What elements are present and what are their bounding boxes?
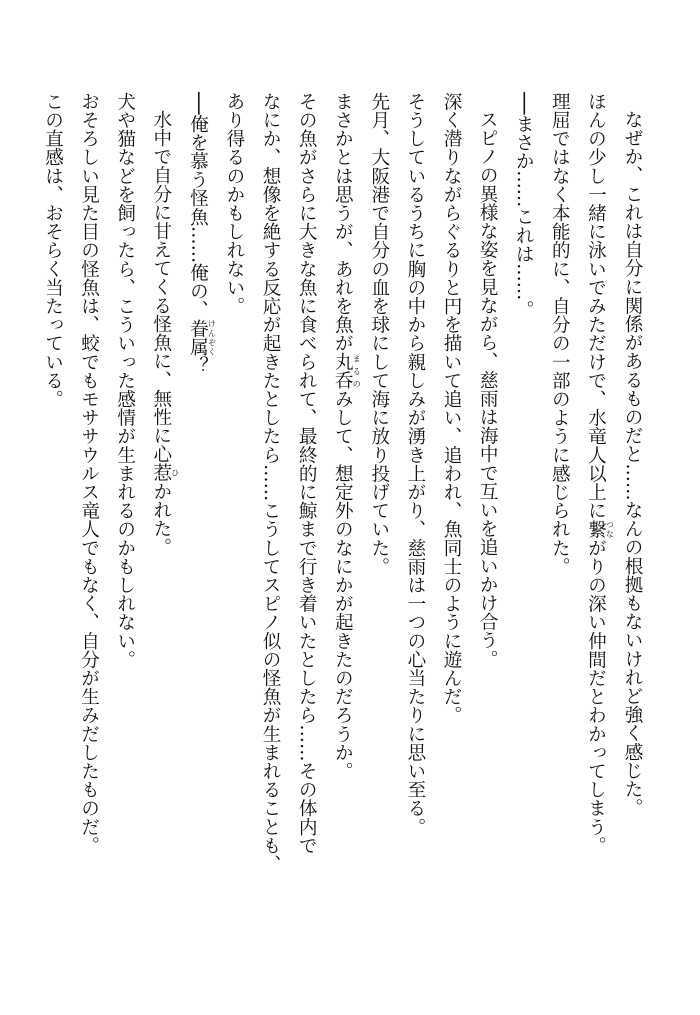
ruby-tsuna-reading: つな	[605, 519, 615, 539]
vertical-text-body	[34, 92, 650, 972]
text-line-9	[324, 92, 361, 972]
text-line-16: おそろしい見た目の怪魚は、蛟でもモササウルス竜人でもなく、自分が生みだしたものだ。	[78, 92, 100, 855]
text-line-2-part: ほんの少し一緒に泳いでみただけで、水竜人以上に	[585, 92, 607, 520]
text-line-12: あり得るのかもしれない。	[223, 92, 245, 316]
text-line-13	[179, 92, 216, 972]
text-line-8: 先月、大阪港で自分の血を球にして海に放り投げていた。	[368, 92, 390, 576]
text-line-10: その魚がさらに大きな魚に食べられて、最終的に鯨まで行き着いたとしたら……その体内で	[296, 92, 318, 855]
text-line-6: 深く潜りながらぐるりと円を描いて追い、追われ、魚同士のように遊んだ。	[441, 92, 463, 725]
text-line-11: なにか、想像を絶する反応が起きたとしたら……こうしてスピノ似の怪魚が生まれることも、	[260, 92, 282, 874]
text-line-5: スピノの異様な姿を見ながら、慈雨は海中で互いを追いかけ合う。	[477, 110, 499, 668]
text-line-13-part: ──俺を慕う怪魚……俺の、	[187, 92, 209, 319]
text-line-2	[577, 92, 614, 972]
text-line-9-part: まさかとは思うが、あれを魚が	[332, 92, 354, 353]
text-line-4: ──まさか……これは……。	[513, 92, 535, 319]
text-line-13-rest: ？	[187, 356, 209, 375]
text-line-17: この直感は、おそらく当たっている。	[42, 92, 64, 409]
text-line-14-rest: かれた。	[150, 482, 172, 557]
text-line-14	[143, 92, 180, 972]
ruby-kenzoku: 眷属 けんぞく	[187, 318, 217, 357]
ruby-tsuna: 繋 つな	[585, 519, 615, 539]
ruby-kenzoku-reading: けんぞく	[207, 318, 217, 357]
text-line-1: なぜか、これは自分に関係があるものだと……なんの根拠もないけれど強く感じた。	[622, 110, 643, 817]
ruby-marunomi: 丸呑 まるの	[332, 352, 362, 390]
text-line-15: 犬や猫などを飼ったら、こういった感情が生まれるのかもしれない。	[114, 92, 136, 669]
ruby-hi-reading: ひ	[170, 463, 180, 482]
text-line-7: そうしているうちに胸の中から親しみが湧き上がり、慈雨は一つの心当たりに思い至る。	[404, 92, 426, 836]
text-line-3: 理屈ではなく本能的に、自分の一部のように感じられた。	[549, 92, 571, 576]
text-line-2-rest: がりの深い仲間だとわかってしまう。	[585, 538, 607, 855]
text-line-9-rest: みして、想定外のなにかが起きたのだろうか。	[332, 389, 354, 781]
text-line-14-part: 水中で自分に甘えてくる怪魚に、無性に心	[150, 110, 172, 464]
ruby-hi: 惹 ひ	[150, 463, 180, 483]
ruby-marunomi-reading: まるの	[352, 352, 362, 390]
